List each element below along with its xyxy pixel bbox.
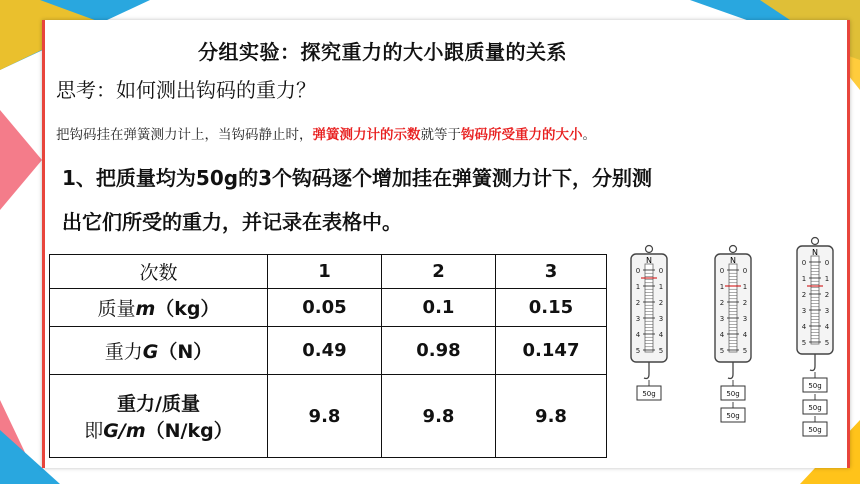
tick-label-right: 2 [824, 291, 830, 299]
ratio-1: 9.8 [268, 375, 382, 458]
header-label: 次数 [50, 255, 268, 289]
tick-label-right: 1 [824, 275, 830, 283]
weight-2: 0.98 [382, 327, 496, 375]
tick-label-right: 2 [658, 299, 664, 307]
tick-label-right: 4 [658, 331, 664, 339]
tick-label-right: 3 [742, 315, 748, 323]
tick-label-left: 3 [801, 307, 807, 315]
mass-2: 0.1 [382, 289, 496, 327]
tick-label-right: 0 [742, 267, 748, 275]
tick-label-right: 2 [742, 299, 748, 307]
scale-slot [645, 264, 653, 352]
data-table [49, 254, 607, 458]
bottom-hook [810, 354, 815, 371]
tick-label-left: 0 [635, 267, 641, 275]
tick-label-left: 4 [719, 331, 725, 339]
tick-label-left: 2 [635, 299, 641, 307]
note-highlight-gravity: 钩码所受重力的大小 [461, 127, 583, 143]
table-row-header [50, 255, 607, 289]
tick-label-left: 0 [719, 267, 725, 275]
note-end: 。 [582, 127, 596, 143]
table-row-ratio [50, 375, 607, 458]
top-ring [646, 246, 653, 253]
tick-label-left: 3 [635, 315, 641, 323]
scale-slot [729, 264, 737, 352]
deco-pink-top-left [0, 110, 42, 210]
weight-label: 50g [642, 390, 656, 398]
slide-title: 分组实验：探究重力的大小跟质量的关系 [198, 40, 567, 64]
tick-label-right: 1 [658, 283, 664, 291]
frame-right-rule [847, 20, 850, 468]
top-ring [812, 238, 819, 245]
ratio-label: 重力/质量 即G/m（N/kg） [50, 375, 268, 458]
weight-label: 50g [808, 382, 822, 390]
tick-label-right: 0 [658, 267, 664, 275]
note-part1: 把钩码挂在弹簧测力计上，当钩码静止时， [56, 127, 313, 143]
dial-unit-label: N [730, 256, 736, 265]
tick-label-right: 4 [742, 331, 748, 339]
mass-3: 0.15 [496, 289, 607, 327]
frame-left-rule [42, 20, 45, 468]
tick-label-left: 1 [719, 283, 725, 291]
tick-label-left: 5 [801, 339, 807, 347]
header-col-2: 2 [382, 255, 496, 289]
tick-label-right: 1 [742, 283, 748, 291]
header-col-3: 3 [496, 255, 607, 289]
tick-label-right: 5 [658, 347, 664, 355]
step-instruction-line1: 1、把质量均为50g的3个钩码逐个增加挂在弹簧测力计下，分别测 [62, 166, 652, 190]
step-instruction-line2: 出它们所受的重力，并记录在表格中。 [62, 210, 402, 234]
table-row-weight [50, 327, 607, 375]
method-note [56, 123, 596, 143]
ratio-2: 9.8 [382, 375, 496, 458]
mass-1: 0.05 [268, 289, 382, 327]
tick-label-left: 5 [719, 347, 725, 355]
weight-label: 重力G（N） [50, 327, 268, 375]
spring-scale-3 [790, 236, 840, 466]
header-col-1: 1 [268, 255, 382, 289]
top-ring [730, 246, 737, 253]
spring-scale-2 [708, 244, 758, 474]
tick-label-right: 3 [658, 315, 664, 323]
tick-label-right: 4 [824, 323, 830, 331]
spring-scale-1 [624, 244, 674, 474]
question-line: 思考：如何测出钩码的重力？ [56, 78, 316, 102]
weight-3: 0.147 [496, 327, 607, 375]
dial-unit-label: N [812, 248, 818, 257]
tick-label-left: 4 [801, 323, 807, 331]
tick-label-right: 3 [824, 307, 830, 315]
weight-label: 50g [808, 404, 822, 412]
note-highlight-scale-reading: 弹簧测力计的示数 [312, 127, 421, 143]
tick-label-left: 5 [635, 347, 641, 355]
weight-label: 50g [726, 390, 740, 398]
tick-label-left: 0 [801, 259, 807, 267]
table-row-mass [50, 289, 607, 327]
mass-label: 质量m（kg） [50, 289, 268, 327]
tick-label-left: 2 [801, 291, 807, 299]
tick-label-right: 5 [742, 347, 748, 355]
tick-label-left: 4 [635, 331, 641, 339]
tick-label-right: 5 [824, 339, 830, 347]
note-part2: 就等于 [420, 127, 461, 143]
scale-slot [811, 256, 819, 344]
tick-label-right: 0 [824, 259, 830, 267]
weight-label: 50g [726, 412, 740, 420]
weight-label: 50g [808, 426, 822, 434]
tick-label-left: 1 [801, 275, 807, 283]
tick-label-left: 1 [635, 283, 641, 291]
bottom-hook [644, 362, 649, 379]
bottom-hook [728, 362, 733, 379]
ratio-3: 9.8 [496, 375, 607, 458]
tick-label-left: 3 [719, 315, 725, 323]
weight-1: 0.49 [268, 327, 382, 375]
tick-label-left: 2 [719, 299, 725, 307]
dial-unit-label: N [646, 256, 652, 265]
